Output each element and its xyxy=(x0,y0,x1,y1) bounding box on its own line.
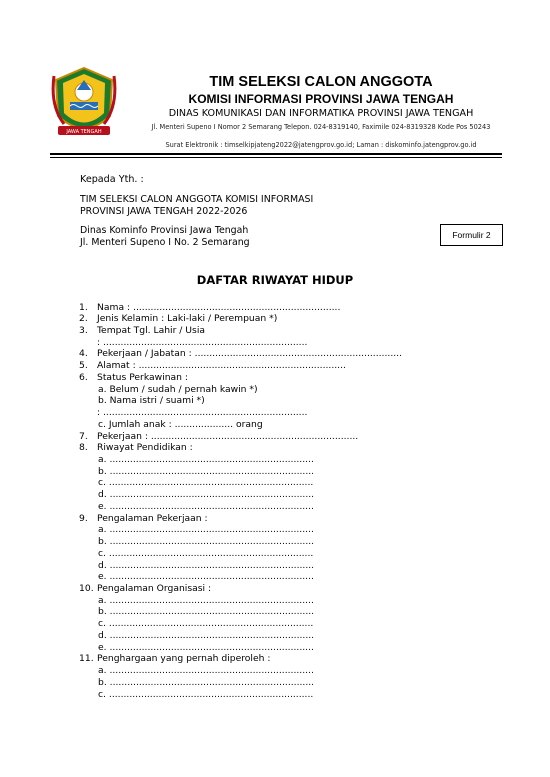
row-text: a. ...................................................................... xyxy=(98,594,314,606)
row-number: 3. xyxy=(79,324,88,336)
row-text: Pekerjaan : ....................................................................... xyxy=(97,430,359,442)
row-number: 7. xyxy=(79,430,88,442)
row-text: Pengalaman Pekerjaan : xyxy=(97,512,208,524)
letterhead-address: Jl. Menteri Supeno I Nomor 2 Semarang Telepon. 024-8319140, Faximile 024-8319328 Kode Pos 50243 xyxy=(151,123,491,131)
row-number: 4. xyxy=(79,348,88,360)
row-text: a. ...................................................................... xyxy=(98,665,314,677)
form-number-box: Formulir 2 xyxy=(440,224,503,246)
row-number: 2. xyxy=(79,313,88,325)
row-text: Alamat : ....................................................................... xyxy=(97,360,346,372)
row-text: Pekerjaan / Jabatan : ....................................................................... xyxy=(97,348,403,360)
row-text: : ...................................................................... xyxy=(97,407,308,419)
row-number: 10. xyxy=(79,583,94,595)
row-text: a. ...................................................................... xyxy=(98,524,314,536)
recipient-salutation: Kepada Yth. : xyxy=(80,174,144,185)
row-text: b. ...................................................................... xyxy=(98,606,315,618)
row-text: d. ...................................................................... xyxy=(98,629,315,641)
row-text: Penghargaan yang pernah diperoleh : xyxy=(97,653,271,665)
row-text: b. ...................................................................... xyxy=(98,465,315,477)
letterhead-rule-thin xyxy=(50,157,502,158)
row-text: Jenis Kelamin : Laki-laki / Perempuan *) xyxy=(97,313,278,325)
row-text: Tempat Tgl. Lahir / Usia xyxy=(97,324,206,336)
row-text: b. ...................................................................... xyxy=(98,676,315,688)
row-text: Status Perkawinan : xyxy=(97,371,188,383)
row-text: d. ...................................................................... xyxy=(98,489,315,501)
letterhead-agency: DINAS KOMUNIKASI DAN INFORMATIKA PROVINSI JAWA TENGAH xyxy=(168,108,474,119)
row-text: d. ...................................................................... xyxy=(98,559,315,571)
jawa-tengah-emblem-logo xyxy=(50,66,118,144)
row-text: : ...................................................................... xyxy=(97,336,308,348)
row-number: 5. xyxy=(79,360,88,372)
row-text: a. Belum / sudah / pernah kawin *) xyxy=(98,383,258,395)
letterhead-subtitle: KOMISI INFORMASI PROVINSI JAWA TENGAH xyxy=(188,92,454,106)
row-text: Pengalaman Organisasi : xyxy=(97,583,212,595)
row-number: 11. xyxy=(79,653,94,665)
recipient-line-4: Jl. Menteri Supeno I No. 2 Semarang xyxy=(80,237,250,248)
letterhead-contact: Surat Elektronik : timselkipjateng2022@jatengprov.go.id; Laman : diskominfo.jatengprov.go.id xyxy=(165,141,477,149)
row-number: 6. xyxy=(79,371,88,383)
row-text: Riwayat Pendidikan : xyxy=(97,442,193,454)
row-text: a. ...................................................................... xyxy=(98,453,314,465)
row-text: e. ...................................................................... xyxy=(98,571,314,583)
logo-ribbon-text: JAWA TENGAH xyxy=(66,129,102,135)
row-number: 9. xyxy=(79,512,88,524)
row-text: c. ...................................................................... xyxy=(98,618,314,630)
letterhead-title: TIM SELEKSI CALON ANGGOTA xyxy=(209,74,433,90)
row-number: 1. xyxy=(79,301,88,313)
recipient-line-1: TIM SELEKSI CALON ANGGOTA KOMISI INFORMASI xyxy=(80,194,314,205)
row-text: Nama : ....................................................................... xyxy=(97,301,341,313)
row-text: c. ...................................................................... xyxy=(98,477,314,489)
letterhead-rule-thick xyxy=(50,153,502,155)
row-text: c. ...................................................................... xyxy=(98,547,314,559)
row-text: c. ...................................................................... xyxy=(98,688,314,700)
row-text: e. ...................................................................... xyxy=(98,500,314,512)
row-text: e. ...................................................................... xyxy=(98,641,314,653)
row-text: b. ...................................................................... xyxy=(98,536,315,548)
row-number: 8. xyxy=(79,442,88,454)
recipient-line-2: PROVINSI JAWA TENGAH 2022-2026 xyxy=(80,206,248,217)
form-title: DAFTAR RIWAYAT HIDUP xyxy=(196,273,354,287)
recipient-line-3: Dinas Kominfo Provinsi Jawa Tengah xyxy=(80,225,249,236)
row-text: b. Nama istri / suami *) xyxy=(98,395,205,407)
row-text: c. Jumlah anak : .................... orang xyxy=(98,418,263,430)
